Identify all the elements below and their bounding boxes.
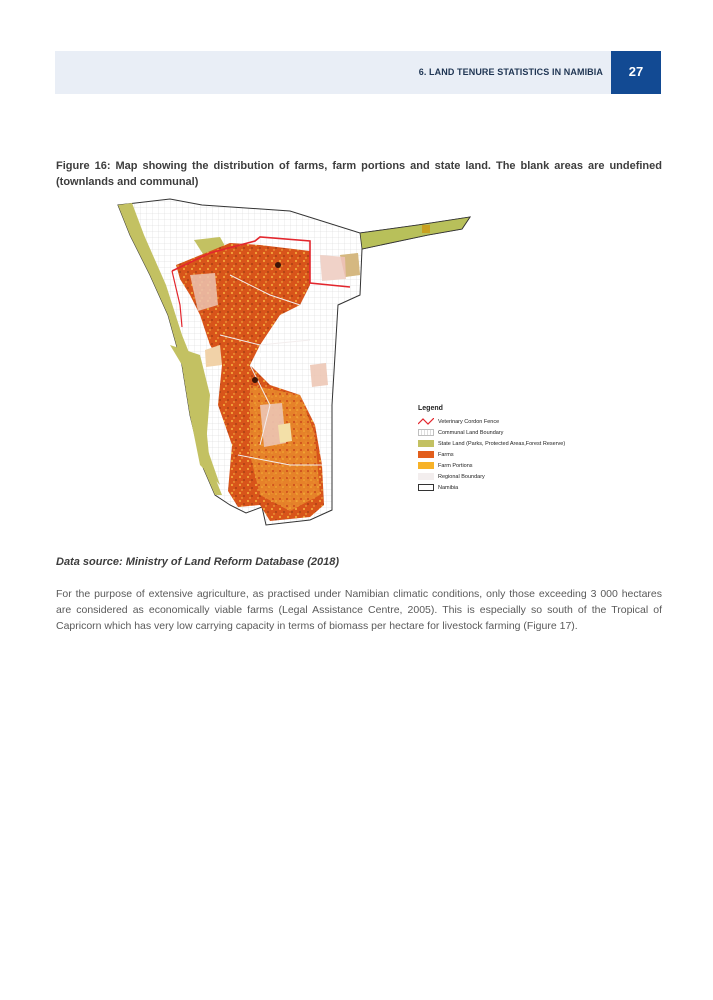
legend-label: State Land (Parks, Protected Areas,Forest Reserve) [438, 440, 566, 447]
map-legend [418, 405, 618, 493]
legend-label: Regional Boundary [438, 473, 485, 480]
legend-item-namibia [418, 482, 618, 493]
legend-swatch-state-land [418, 440, 434, 447]
page-number: 27 [628, 64, 644, 79]
legend-item-veterinary-cordon-fence [418, 416, 618, 427]
header-band [55, 51, 611, 94]
legend-item-communal-land-boundary [418, 427, 618, 438]
legend-label: Farms [438, 451, 454, 458]
legend-swatch-namibia [418, 484, 434, 491]
legend-label: Veterinary Cordon Fence [438, 418, 500, 425]
body-paragraph: For the purpose of extensive agriculture, as practised under Namibian climatic conditions, only those exceeding 3 000 hectares are considered as economically viable farms (Legal Assistance Centre, 2005). This is especially so south of the Tropical of Capricorn which has very low carrying capacity in terms of biomass per hectare for livestock farming (Figure 17). [56, 588, 662, 632]
legend-swatch-farm-portions [418, 462, 434, 469]
legend-swatch-communal [418, 429, 434, 436]
legend-item-farm-portions [418, 460, 618, 471]
figure-caption: Figure 16: Map showing the distribution of farms, farm portions and state land. The blank areas are undefined (townlands and communal) [56, 160, 662, 188]
legend-label: Namibia [438, 484, 459, 491]
data-source: Data source: Ministry of Land Reform Database (2018) [56, 556, 340, 568]
legend-swatch-fence [418, 418, 434, 425]
legend-item-farms [418, 449, 618, 460]
legend-title: Legend [418, 405, 443, 412]
legend-swatch-regional [418, 473, 434, 480]
section-title: 6. LAND TENURE STATISTICS IN NAMIBIA [418, 67, 603, 77]
page-number-box [611, 51, 661, 94]
legend-label: Communal Land Boundary [438, 429, 504, 436]
legend-item-state-land [418, 438, 618, 449]
legend-item-regional-boundary [418, 471, 618, 482]
legend-label: Farm Portions [438, 462, 473, 469]
legend-swatch-farms [418, 451, 434, 458]
